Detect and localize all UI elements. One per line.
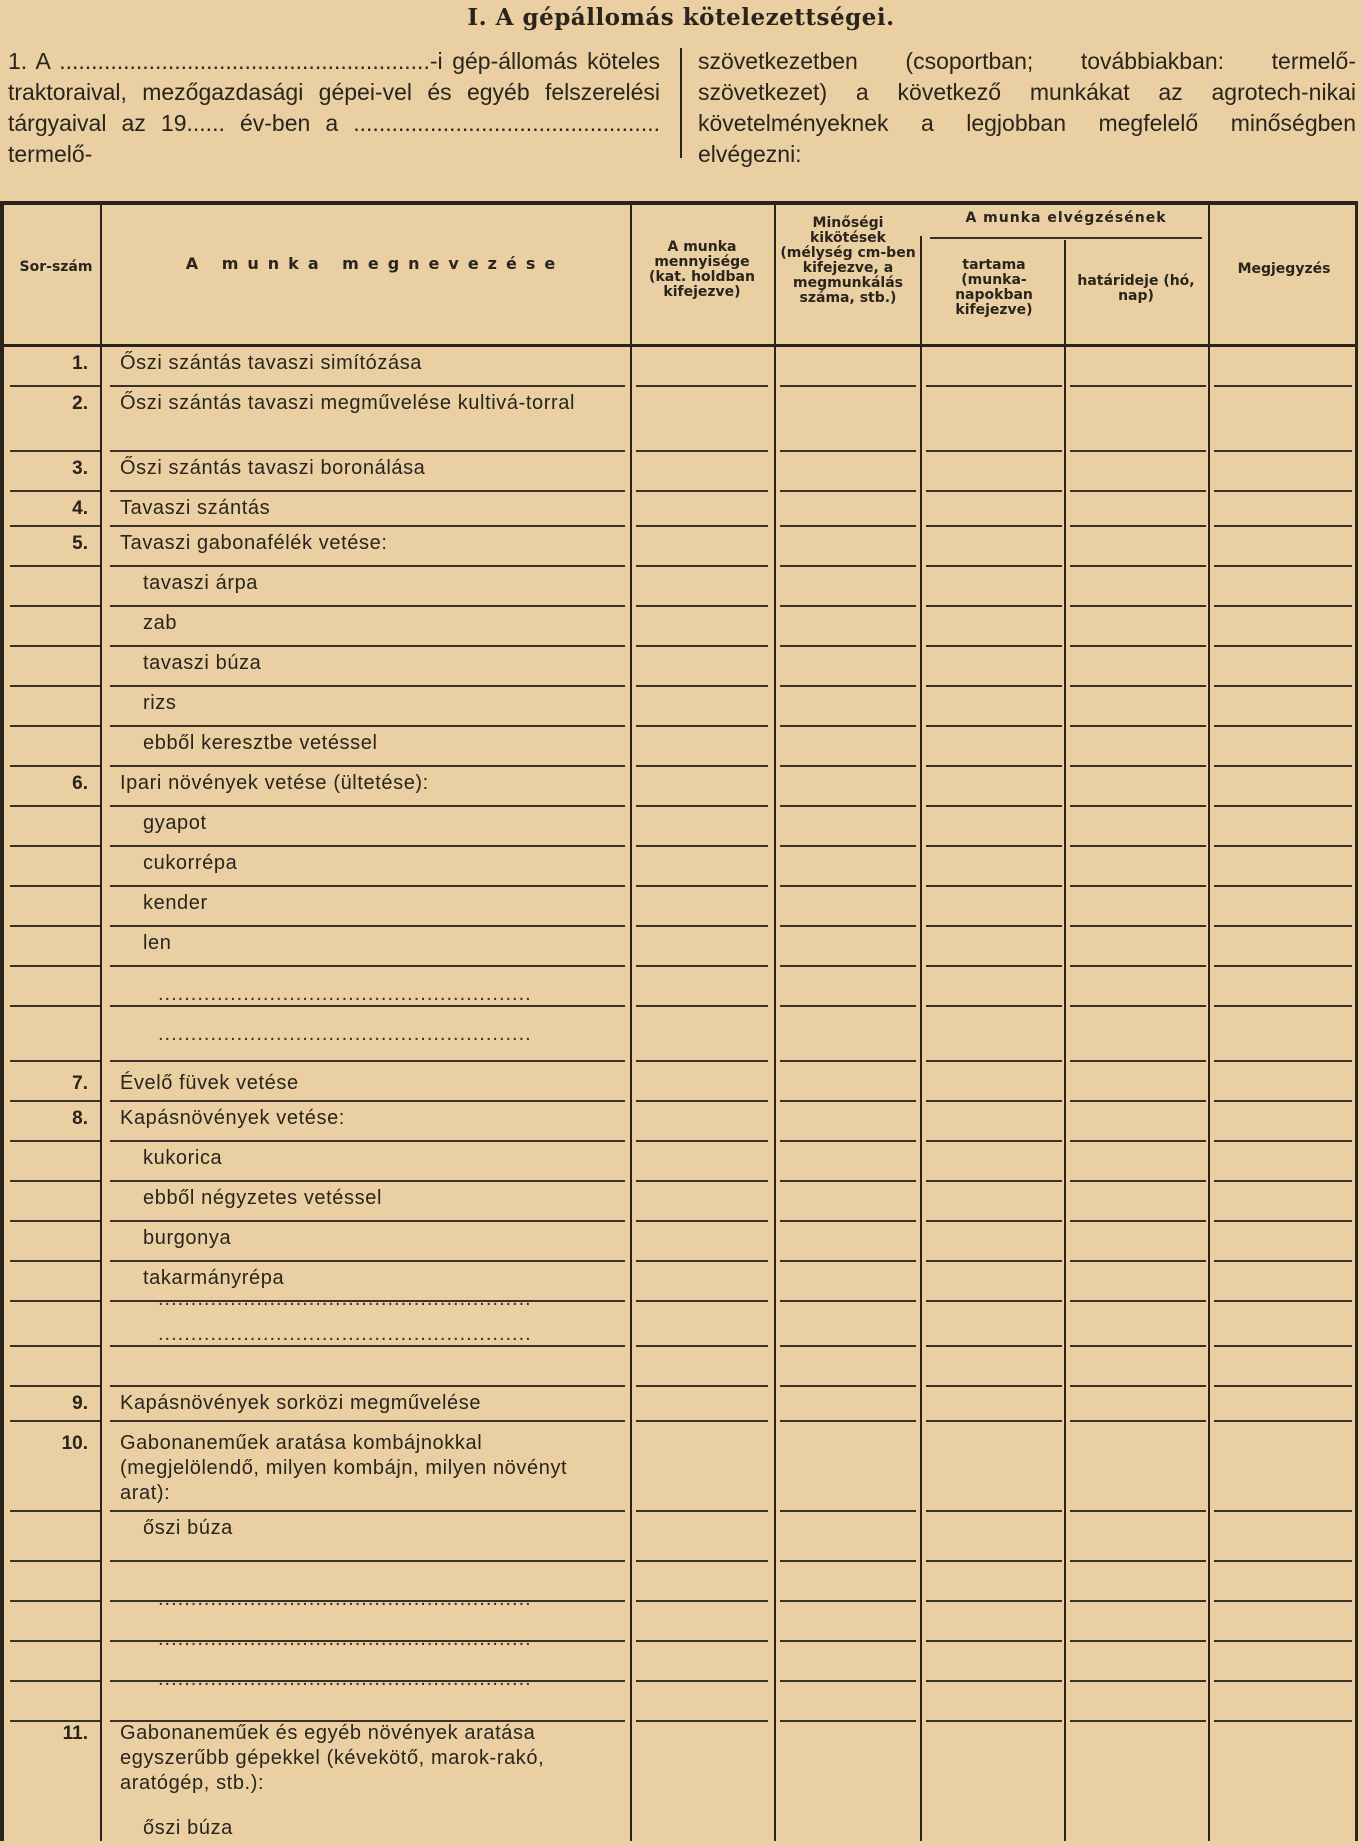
row-rule [110, 1140, 625, 1142]
row-rule [1214, 845, 1352, 847]
row-rule [1070, 605, 1206, 607]
row-rule [10, 885, 100, 887]
row-rule [110, 1560, 625, 1562]
row-rule [636, 765, 768, 767]
row-rule [110, 845, 625, 847]
col-divider [1208, 205, 1210, 1841]
header-sorszam: Sor-szám [19, 259, 93, 275]
row-rule [926, 765, 1062, 767]
row-rule [1214, 1140, 1352, 1142]
row-rule [10, 725, 100, 727]
row-number: 6. [72, 773, 88, 794]
row-rule [10, 1640, 100, 1642]
row-rule [636, 490, 768, 492]
row-rule [1214, 805, 1352, 807]
row-rule [926, 1640, 1062, 1642]
row-rule [1070, 1220, 1206, 1222]
row-rule [926, 885, 1062, 887]
row-rule [110, 385, 625, 387]
row-rule [10, 965, 100, 967]
col-divider [1064, 240, 1066, 1841]
row-rule [10, 1140, 100, 1142]
row-number: 11. [62, 1723, 88, 1744]
row-label: Évelő füvek vetése [120, 1072, 299, 1094]
row-rule [926, 1140, 1062, 1142]
row-rule [10, 925, 100, 927]
row-rule [636, 1345, 768, 1347]
row-rule [10, 1180, 100, 1182]
blank-entry-line[interactable]: ......................................................... [158, 1668, 532, 1690]
row-rule [780, 1140, 916, 1142]
row-rule [10, 1060, 100, 1062]
row-rule [1214, 885, 1352, 887]
row-rule [780, 725, 916, 727]
row-rule [636, 1300, 768, 1302]
row-rule [780, 1510, 916, 1512]
row-rule [780, 1560, 916, 1562]
row-rule [110, 685, 625, 687]
row-rule [1070, 1140, 1206, 1142]
row-rule [780, 1180, 916, 1182]
row-rule [926, 1560, 1062, 1562]
row-rule [636, 1180, 768, 1182]
row-rule [10, 450, 100, 452]
row-rule [636, 1680, 768, 1682]
row-label: őszi búza [143, 1517, 233, 1539]
row-rule [110, 885, 625, 887]
row-rule [1070, 885, 1206, 887]
row-number: 7. [72, 1073, 88, 1094]
row-rule [10, 1100, 100, 1102]
col-divider [630, 205, 632, 1841]
row-rule [10, 1260, 100, 1262]
row-rule [110, 645, 625, 647]
row-rule [926, 1060, 1062, 1062]
row-rule [780, 1640, 916, 1642]
header-mennyiseg: A munka mennyisége (kat. holdban kifejezve) [649, 239, 755, 300]
row-rule [926, 965, 1062, 967]
row-rule [780, 765, 916, 767]
row-rule [10, 565, 100, 567]
row-rule [926, 525, 1062, 527]
row-label: kukorica [143, 1147, 223, 1169]
row-rule [110, 490, 625, 492]
row-rule [780, 685, 916, 687]
row-rule [926, 1385, 1062, 1387]
row-rule [110, 925, 625, 927]
row-rule [1070, 1385, 1206, 1387]
row-rule [110, 1385, 625, 1387]
row-rule [926, 1005, 1062, 1007]
row-rule [780, 605, 916, 607]
row-rule [1070, 385, 1206, 387]
section-title: I. A gépállomás kötelezettségei. [467, 4, 895, 31]
row-rule [1070, 1600, 1206, 1602]
row-rule [636, 1640, 768, 1642]
blank-entry-line[interactable]: ......................................................... [158, 1288, 532, 1310]
row-rule [110, 1220, 625, 1222]
row-label: cukorrépa [143, 852, 238, 874]
row-rule [780, 1420, 916, 1422]
row-number: 3. [72, 458, 88, 479]
row-rule [926, 1420, 1062, 1422]
header-hatarideje: határideje (hó, nap) [1077, 273, 1195, 304]
row-rule [1214, 605, 1352, 607]
row-rule [1070, 925, 1206, 927]
row-rule [926, 605, 1062, 607]
row-label: Tavaszi szántás [120, 497, 271, 519]
row-rule [1070, 450, 1206, 452]
blank-entry-line[interactable]: ......................................................... [158, 983, 532, 1005]
row-rule [1214, 1345, 1352, 1347]
row-rule [10, 765, 100, 767]
row-rule [780, 525, 916, 527]
row-rule [1070, 965, 1206, 967]
row-rule [780, 1680, 916, 1682]
row-rule [636, 565, 768, 567]
row-rule [780, 1720, 916, 1722]
row-rule [926, 645, 1062, 647]
row-label: kender [143, 892, 208, 914]
row-rule [1214, 765, 1352, 767]
row-rule [926, 565, 1062, 567]
row-rule [1214, 725, 1352, 727]
row-rule [780, 1385, 916, 1387]
row-rule [1214, 685, 1352, 687]
blank-entry-line[interactable]: ......................................................... [158, 1023, 532, 1045]
row-rule [1214, 1640, 1352, 1642]
row-rule [1070, 565, 1206, 567]
row-rule [926, 1510, 1062, 1512]
row-rule [110, 1260, 625, 1262]
row-rule [1070, 1300, 1206, 1302]
row-rule [926, 1220, 1062, 1222]
row-rule [1214, 1180, 1352, 1182]
row-rule [110, 765, 625, 767]
row-rule [636, 1005, 768, 1007]
row-rule [10, 645, 100, 647]
row-rule [926, 925, 1062, 927]
row-rule [10, 490, 100, 492]
header-megnevezes: A munka megnevezése [185, 254, 565, 273]
row-rule [1070, 805, 1206, 807]
intro-text-right: szövetkezetben (csoportban; továbbiakban: termelő-szövetkezet) a következő munkákat az agrotech-nikai követelményeknek a legjobban megfelelő minőségben elvégezni: [698, 48, 1356, 167]
row-rule [926, 450, 1062, 452]
row-number: 5. [72, 533, 88, 554]
header-tartama: tartama (munka-napokban kifejezve) [955, 257, 1033, 318]
row-rule [636, 805, 768, 807]
row-rule [1070, 725, 1206, 727]
row-rule [110, 1180, 625, 1182]
row-rule [636, 605, 768, 607]
row-rule [780, 565, 916, 567]
row-rule [1214, 965, 1352, 967]
row-label: Őszi szántás tavaszi boronálása [120, 457, 426, 479]
row-rule [10, 1005, 100, 1007]
row-rule [110, 1060, 625, 1062]
row-rule [1214, 1600, 1352, 1602]
row-rule [636, 1260, 768, 1262]
row-rule [1070, 1005, 1206, 1007]
row-rule [636, 845, 768, 847]
row-rule [110, 605, 625, 607]
row-rule [110, 1100, 625, 1102]
row-rule [926, 1720, 1062, 1722]
row-rule [780, 1005, 916, 1007]
row-rule [636, 1220, 768, 1222]
row-rule [780, 1345, 916, 1347]
row-rule [110, 965, 625, 967]
row-rule [780, 645, 916, 647]
row-label: tavaszi árpa [143, 572, 259, 594]
row-rule [1070, 1100, 1206, 1102]
row-label: zab [143, 612, 178, 634]
header-elvegzes: A munka elvégzésének [965, 210, 1167, 226]
row-rule [926, 1680, 1062, 1682]
row-label: Gabonaneműek aratása kombájnokkal (megjelölendő, milyen kombájn, milyen növényt arat): [120, 1432, 568, 1504]
row-rule [1070, 1640, 1206, 1642]
row-rule [1214, 450, 1352, 452]
row-rule [1214, 1385, 1352, 1387]
row-number: 8. [72, 1108, 88, 1129]
row-rule [1070, 1180, 1206, 1182]
row-label: Kapásnövények sorközi megművelése [120, 1392, 482, 1414]
row-rule [1214, 1100, 1352, 1102]
row-rule [636, 925, 768, 927]
row-rule [10, 685, 100, 687]
row-number: 4. [72, 498, 88, 519]
row-rule [636, 450, 768, 452]
col-divider [100, 205, 102, 1841]
row-rule [926, 1100, 1062, 1102]
row-rule [636, 1720, 768, 1722]
row-rule [636, 1060, 768, 1062]
row-rule [1214, 1510, 1352, 1512]
row-rule [10, 805, 100, 807]
header-megjegyzes: Megjegyzés [1237, 261, 1331, 277]
row-rule [1214, 525, 1352, 527]
row-rule [1214, 925, 1352, 927]
row-rule [1070, 645, 1206, 647]
row-label: takarmányrépa [143, 1267, 285, 1289]
row-rule [780, 1600, 916, 1602]
row-rule [1070, 1420, 1206, 1422]
row-rule [780, 845, 916, 847]
header-subdivider [930, 237, 1202, 239]
row-rule [780, 1300, 916, 1302]
row-rule [636, 685, 768, 687]
row-rule [926, 845, 1062, 847]
row-label: tavaszi búza [143, 652, 262, 674]
row-rule [1214, 1300, 1352, 1302]
row-rule [780, 925, 916, 927]
row-rule [1214, 1260, 1352, 1262]
row-rule [780, 490, 916, 492]
row-rule [636, 1140, 768, 1142]
row-rule [10, 385, 100, 387]
row-rule [10, 605, 100, 607]
row-label: Őszi szántás tavaszi megművelése kultivá-torral [120, 392, 576, 414]
row-rule [636, 885, 768, 887]
row-rule [926, 1300, 1062, 1302]
row-rule [780, 385, 916, 387]
row-rule [110, 525, 625, 527]
row-rule [1070, 1260, 1206, 1262]
row-rule [1070, 1510, 1206, 1512]
row-label: ebből négyzetes vetéssel [143, 1187, 382, 1209]
row-rule [10, 1345, 100, 1347]
row-label: gyapot [143, 812, 207, 834]
row-rule [10, 1420, 100, 1422]
row-rule [1214, 565, 1352, 567]
row-rule [780, 965, 916, 967]
row-label: burgonya [143, 1227, 232, 1249]
row-rule [10, 1385, 100, 1387]
row-rule [636, 1100, 768, 1102]
col-divider [920, 236, 922, 1841]
row-rule [926, 1180, 1062, 1182]
row-rule [1214, 1720, 1352, 1722]
row-rule [1070, 1560, 1206, 1562]
row-rule [10, 845, 100, 847]
intro-divider [680, 48, 682, 158]
row-rule [1214, 1420, 1352, 1422]
row-rule [1070, 1680, 1206, 1682]
row-rule [636, 1510, 768, 1512]
row-rule [780, 1060, 916, 1062]
row-rule [636, 1560, 768, 1562]
row-rule [636, 385, 768, 387]
row-rule [1214, 490, 1352, 492]
row-label: Tavaszi gabonafélék vetése: [120, 532, 388, 554]
row-rule [1214, 645, 1352, 647]
row-rule [10, 1300, 100, 1302]
row-rule [1070, 685, 1206, 687]
row-label: Kapásnövények vetése: [120, 1107, 345, 1129]
row-rule [636, 525, 768, 527]
row-rule [10, 525, 100, 527]
row-rule [926, 1600, 1062, 1602]
row-rule [1214, 1680, 1352, 1682]
row-rule [110, 1420, 625, 1422]
blank-entry-line[interactable]: ......................................................... [158, 1323, 532, 1345]
row-rule [10, 1600, 100, 1602]
row-label: rizs [143, 692, 177, 714]
row-rule [636, 645, 768, 647]
row-rule [636, 1385, 768, 1387]
row-rule [1214, 1005, 1352, 1007]
row-rule [780, 1100, 916, 1102]
row-rule [780, 885, 916, 887]
row-rule [10, 1220, 100, 1222]
row-rule [780, 450, 916, 452]
blank-entry-line[interactable]: ......................................................... [158, 1628, 532, 1650]
row-rule [926, 725, 1062, 727]
row-rule [926, 805, 1062, 807]
row-rule [110, 725, 625, 727]
row-rule [110, 565, 625, 567]
row-rule [1214, 1560, 1352, 1562]
row-label: len [143, 932, 172, 954]
row-label: őszi búza [143, 1817, 233, 1839]
row-number: 1. [72, 353, 88, 374]
row-rule [10, 1510, 100, 1512]
row-rule [110, 1510, 625, 1512]
row-label: ebből keresztbe vetéssel [143, 732, 378, 754]
row-rule [1070, 1345, 1206, 1347]
row-rule [780, 805, 916, 807]
row-label: Gabonaneműek és egyéb növények aratása egyszerűbb gépekkel (kévekötő, marok-rakó, aratógép, stb.): [120, 1722, 545, 1794]
row-rule [780, 1220, 916, 1222]
row-rule [110, 805, 625, 807]
row-rule [1214, 385, 1352, 387]
row-rule [926, 685, 1062, 687]
row-rule [1070, 765, 1206, 767]
row-rule [1070, 845, 1206, 847]
header-minosegi: Minőségi kikötések (mélység cm-ben kifejezve, a megmunkálás száma, stb.) [780, 215, 916, 306]
row-number: 2. [72, 393, 88, 414]
row-number: 9. [72, 1393, 88, 1414]
row-number: 10. [61, 1433, 88, 1454]
row-label: Ipari növények vetése (ültetése): [120, 772, 429, 794]
intro-text-left: 1. A ..........................................................-i gép-állomás köteles traktoraival, mezőgazdasági gépei-vel és egyéb felszerelési tárgyaival az 19...... év-ben a ................................................ termelő- [8, 48, 660, 167]
blank-entry-line[interactable]: ......................................................... [158, 1588, 532, 1610]
row-rule [10, 1720, 100, 1722]
row-rule [926, 1260, 1062, 1262]
row-rule [926, 385, 1062, 387]
row-rule [10, 1680, 100, 1682]
row-rule [926, 490, 1062, 492]
row-rule [636, 965, 768, 967]
row-rule [636, 1600, 768, 1602]
row-rule [1070, 1720, 1206, 1722]
row-rule [1070, 1060, 1206, 1062]
row-rule [1214, 1220, 1352, 1222]
row-rule [780, 1260, 916, 1262]
row-rule [636, 1420, 768, 1422]
row-rule [110, 450, 625, 452]
row-rule [926, 1345, 1062, 1347]
row-rule [10, 1560, 100, 1562]
row-rule [636, 725, 768, 727]
row-rule [1070, 525, 1206, 527]
header-bottom-rule [0, 344, 1358, 347]
col-divider [774, 205, 776, 1841]
row-rule [1214, 1060, 1352, 1062]
row-rule [110, 1720, 625, 1722]
row-label: Őszi szántás tavaszi simítózása [120, 352, 423, 374]
row-rule [1070, 490, 1206, 492]
